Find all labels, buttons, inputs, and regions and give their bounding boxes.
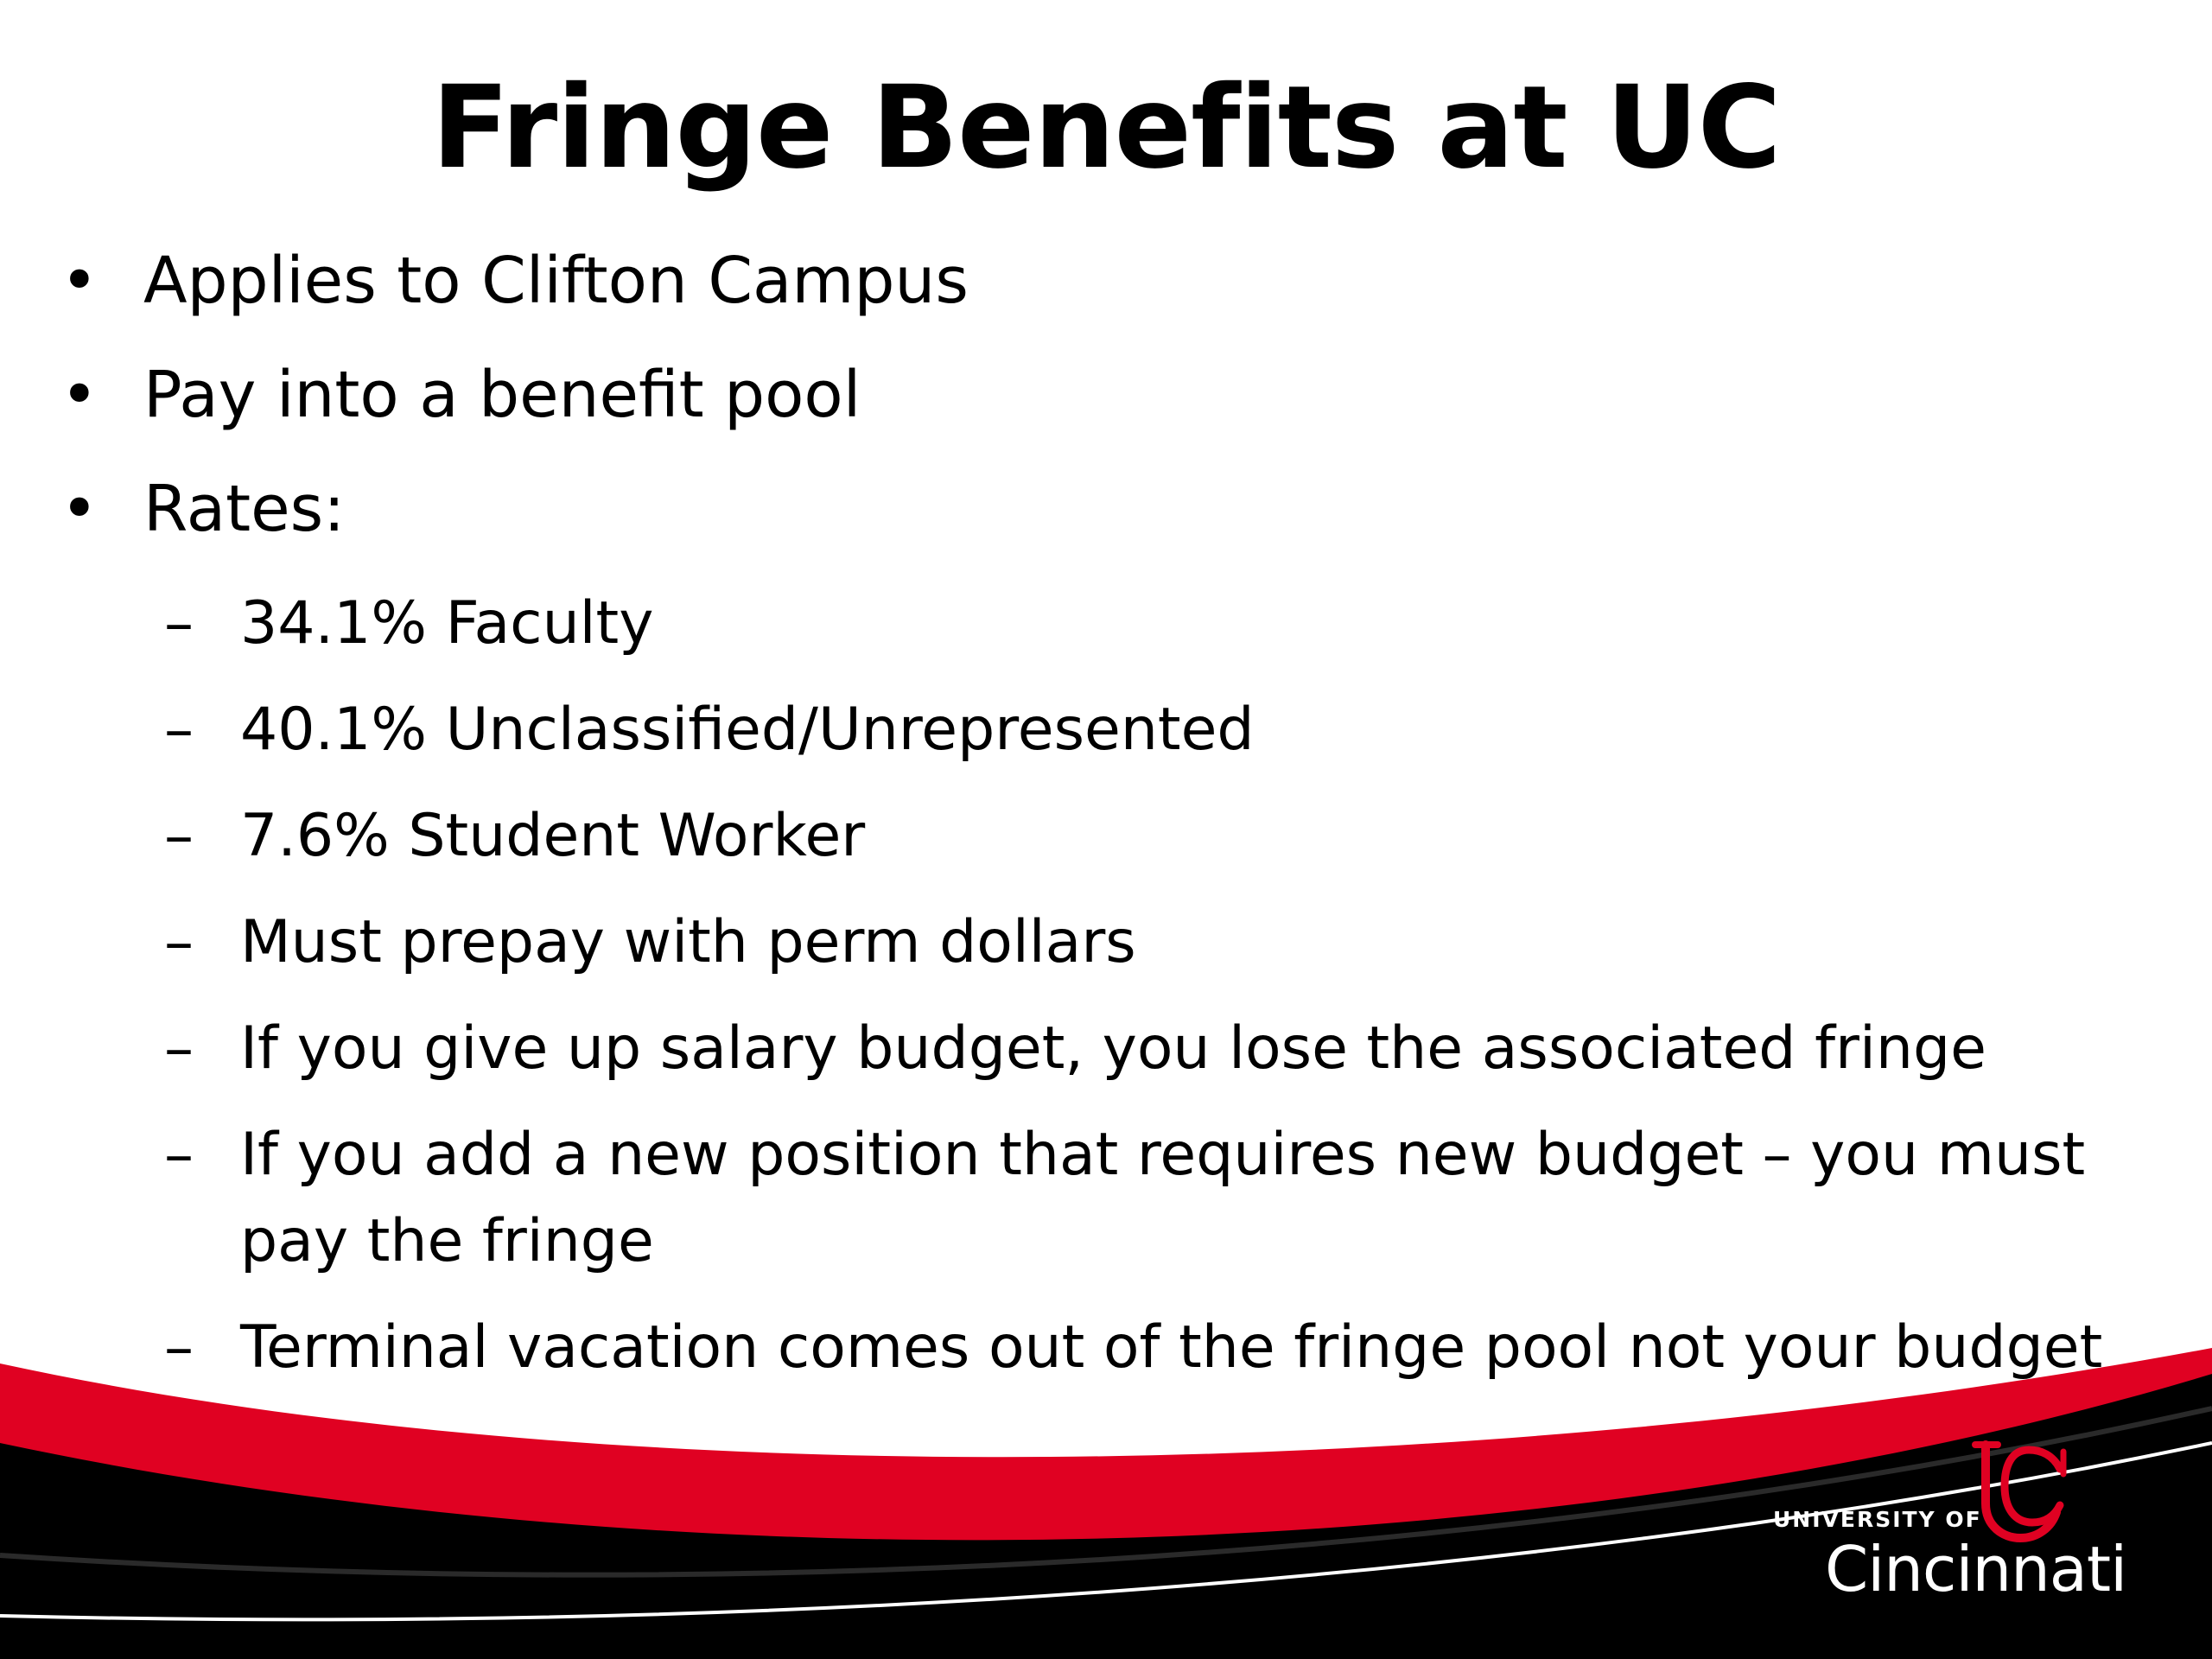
sub-bullet-text: If you give up salary budget, you lose the associated fringe [240,1014,1986,1083]
sub-bullet-text: Must prepay with perm dollars [240,908,1136,976]
sub-bullet-marker: – [164,908,194,976]
sub-bullet-marker: – [164,1014,194,1083]
sub-bullet-text: 7.6% Student Worker [240,802,866,870]
slide-title: Fringe Benefits at UC [431,61,1781,194]
bullet-text: Rates: [143,472,346,546]
logo-university-of: UNIVERSITY OF [1773,1507,1982,1532]
bullet-marker: • [60,358,99,432]
bullet-marker: • [60,472,99,546]
sub-bullet-marker: – [164,1121,194,1189]
uc-monogram-icon [1967,1436,2079,1548]
sub-bullet-text: If you add a new position that requires new budget – you must pay the fringe [240,1121,2086,1275]
sub-bullet-marker: – [164,802,194,870]
sub-bullet-marker: – [164,1313,194,1382]
bullet-marker: • [60,244,99,318]
sub-bullet-text: 40.1% Unclassified/Unrepresented [240,696,1255,764]
sub-bullet-marker: – [164,589,194,658]
university-logo [1773,1436,2136,1626]
sub-bullet-text: 34.1% Faculty [240,589,654,658]
bullet-text: Pay into a benefit pool [143,358,861,432]
sub-bullet-text: Terminal vacation comes out of the fringe pool not your budget [240,1313,2103,1382]
bullet-text: Applies to Clifton Campus [143,244,969,318]
sub-bullet-marker: – [164,696,194,764]
logo-cincinnati: Cincinnati [1825,1533,2127,1605]
